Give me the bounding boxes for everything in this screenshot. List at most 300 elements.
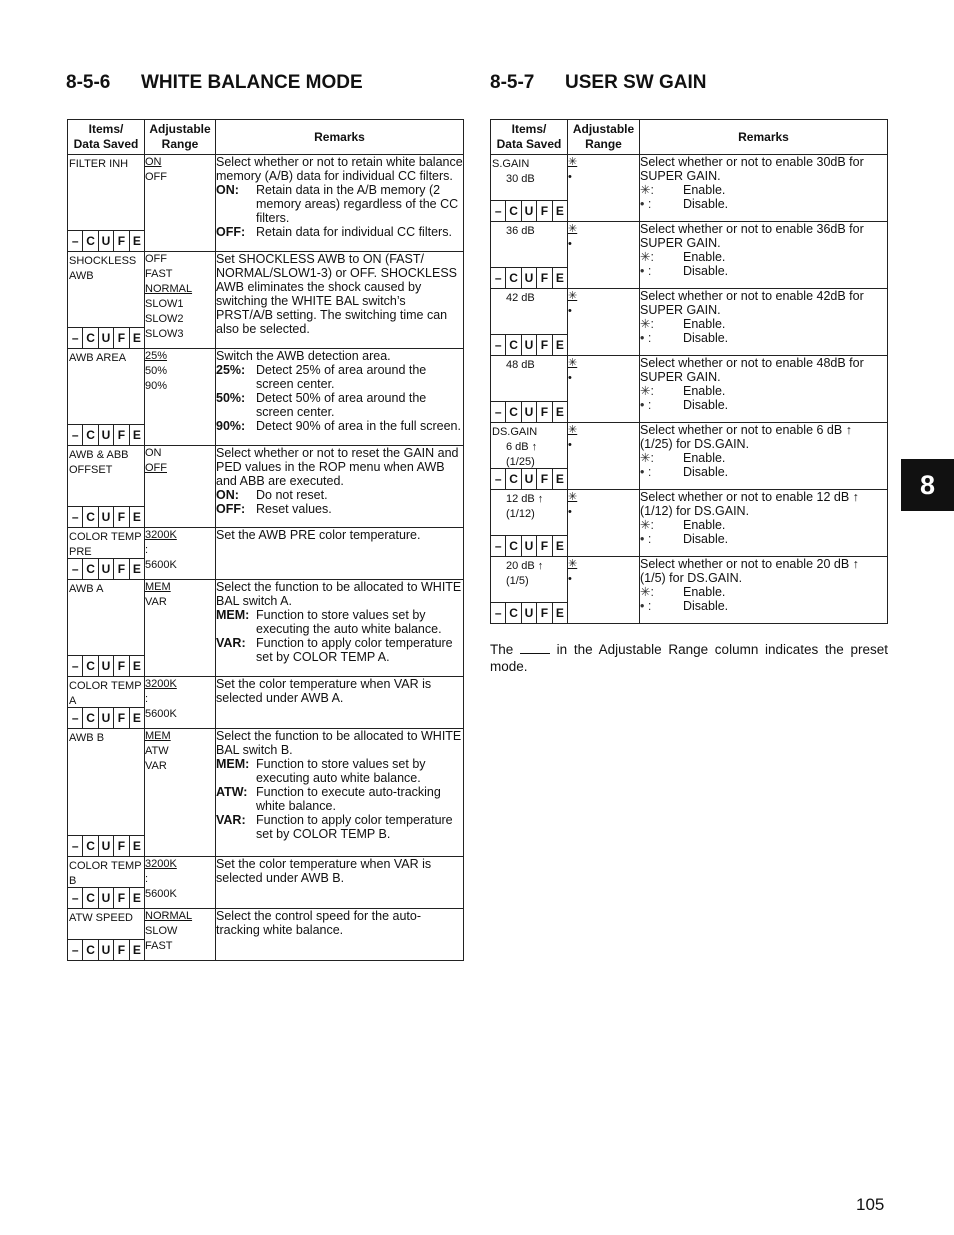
remarks-cell <box>640 155 888 222</box>
remarks-text: Select whether or not to enable 48dB for SUPER GAIN. <box>640 356 864 384</box>
data-saved-flag: E <box>129 328 144 348</box>
item-cell <box>68 528 145 580</box>
range-option-preset: ✳ <box>568 558 578 570</box>
remarks-text: Select the function to be allocated to WHITE BAL switch B. <box>216 729 462 757</box>
data-saved-flag: C <box>82 708 97 728</box>
data-saved-flag: C <box>82 231 97 251</box>
data-saved-flag: E <box>552 201 567 221</box>
remarks-cell <box>216 857 464 909</box>
remarks-option <box>640 599 887 613</box>
remarks-definition <box>216 488 463 502</box>
table-row <box>491 155 888 222</box>
item-cell <box>491 356 568 423</box>
definition-value: Function to store values set by executing auto white balance. <box>256 757 426 785</box>
data-saved-flag: – <box>71 331 79 345</box>
data-saved-flag: F <box>113 708 128 728</box>
data-saved-flag: C <box>505 335 520 355</box>
data-saved-flag: U <box>98 507 113 527</box>
white-balance-table <box>67 119 464 961</box>
remarks-text: Select the function to be allocated to WHITE BAL switch A. <box>216 580 462 608</box>
data-saved-flag: U <box>98 231 113 251</box>
range-option: SLOW2 <box>145 313 184 325</box>
data-saved-flags <box>68 327 144 348</box>
table-row <box>491 222 888 289</box>
data-saved-flag: – <box>71 711 79 725</box>
range-option: • <box>568 573 572 585</box>
range-option: : <box>145 544 149 556</box>
remarks-definition <box>216 363 463 391</box>
option-key: ✳: <box>640 585 654 599</box>
data-saved-flag: U <box>521 536 536 556</box>
remarks-text: Set the color temperature when VAR is selected under AWB A. <box>216 677 432 705</box>
range-option: • <box>568 372 572 384</box>
definition-value: Function to store values set by executing the auto white balance. <box>256 608 442 636</box>
range-option: VAR <box>145 760 167 772</box>
remarks-definition <box>216 813 463 841</box>
item-cell <box>68 155 145 252</box>
range-option: • <box>568 238 572 250</box>
remarks-definition <box>216 391 463 419</box>
option-key: ✳: <box>640 183 654 197</box>
range-option-preset: NORMAL <box>145 283 193 295</box>
table-row <box>68 729 464 857</box>
remarks-option <box>640 451 887 465</box>
remarks-option <box>640 465 887 479</box>
range-option: FAST <box>145 940 173 952</box>
item-cell <box>68 677 145 729</box>
item-name: SHOCKLESS AWB <box>69 255 137 282</box>
item-cell <box>68 909 145 961</box>
adjustable-range <box>568 356 640 423</box>
table-row <box>68 580 464 677</box>
range-option-preset: ✳ <box>568 357 578 369</box>
item-name: AWB AREA <box>69 352 127 364</box>
table-row <box>491 356 888 423</box>
adjustable-range <box>145 677 216 729</box>
remarks-definition <box>216 183 463 225</box>
option-key: • : <box>640 599 652 613</box>
data-saved-flag: F <box>536 536 551 556</box>
item-cell <box>68 729 145 857</box>
data-saved-flags <box>68 655 144 676</box>
data-saved-flag: – <box>494 204 502 218</box>
data-saved-flag: C <box>505 603 520 623</box>
item-name: ATW SPEED <box>69 912 133 924</box>
range-option: VAR <box>145 596 167 608</box>
data-saved-flag: – <box>494 271 502 285</box>
option-value: Enable. <box>683 183 726 197</box>
data-saved-flags <box>68 887 144 908</box>
data-saved-flag: C <box>505 536 520 556</box>
remarks-option <box>640 518 887 532</box>
item-cell <box>491 557 568 624</box>
table-row <box>68 155 464 252</box>
data-saved-flags <box>68 506 144 527</box>
data-saved-flag: E <box>129 507 144 527</box>
data-saved-flags <box>491 535 567 556</box>
table-row <box>68 909 464 961</box>
data-saved-flag: U <box>521 469 536 489</box>
range-option: OFF <box>145 253 167 265</box>
item-cell <box>491 490 568 557</box>
option-key: • : <box>640 532 652 546</box>
data-saved-flags <box>491 267 567 288</box>
item-name: COLOR TEMP PRE <box>69 531 142 558</box>
data-saved-flag: F <box>113 328 128 348</box>
range-option-preset: ✳ <box>568 156 578 168</box>
item-cell <box>68 580 145 677</box>
data-saved-flag: – <box>494 606 502 620</box>
data-saved-flags <box>68 230 144 251</box>
remarks-cell <box>216 446 464 528</box>
data-saved-flag: U <box>521 201 536 221</box>
range-option: FAST <box>145 268 173 280</box>
remarks-cell <box>216 252 464 349</box>
adjustable-range <box>145 349 216 446</box>
item-cell <box>68 349 145 446</box>
remarks-cell <box>640 557 888 624</box>
item-cell <box>68 857 145 909</box>
option-value: Disable. <box>683 331 729 345</box>
item-value: 20 dB ↑ (1/5) <box>506 560 544 587</box>
table-row <box>491 289 888 356</box>
item-name <box>491 423 567 470</box>
header-remarks: Remarks <box>640 120 888 155</box>
range-option: 50% <box>145 365 168 377</box>
definition-key: 25%: <box>216 363 246 377</box>
range-option-preset: 25% <box>145 350 168 362</box>
range-option: ATW <box>145 745 169 757</box>
remarks-option <box>640 197 887 211</box>
header-range: Adjustable Range <box>145 120 216 155</box>
adjustable-range <box>145 909 216 961</box>
remarks-cell <box>640 222 888 289</box>
option-key: • : <box>640 398 652 412</box>
remarks-text: Select the control speed for the auto-tracking white balance. <box>216 909 421 937</box>
data-saved-flags <box>68 835 144 856</box>
remarks-text: Select whether or not to enable 20 dB ↑ (1/5) for DS.GAIN. <box>640 557 859 585</box>
user-sw-gain-table <box>490 119 888 624</box>
option-value: Enable. <box>683 518 726 532</box>
data-saved-flag: U <box>98 940 113 960</box>
range-option-preset: NORMAL <box>145 910 193 922</box>
adjustable-range <box>145 155 216 252</box>
data-saved-flag: U <box>98 836 113 856</box>
data-saved-flag: U <box>98 425 113 445</box>
data-saved-flag: F <box>113 425 128 445</box>
definition-key: OFF: <box>216 502 246 516</box>
remarks-cell <box>216 155 464 252</box>
remarks-cell <box>216 909 464 961</box>
data-saved-flag: U <box>521 268 536 288</box>
data-saved-flag: – <box>494 472 502 486</box>
item-name <box>491 490 567 522</box>
definition-key: MEM: <box>216 757 250 771</box>
data-saved-flags <box>68 707 144 728</box>
item-cell <box>491 222 568 289</box>
option-value: Disable. <box>683 599 729 613</box>
data-saved-flag: E <box>129 836 144 856</box>
option-value: Disable. <box>683 398 729 412</box>
option-value: Disable. <box>683 465 729 479</box>
range-option: 90% <box>145 380 168 392</box>
option-value: Disable. <box>683 532 729 546</box>
data-saved-flag: C <box>82 507 97 527</box>
remarks-option <box>640 384 887 398</box>
adjustable-range <box>568 155 640 222</box>
option-key: • : <box>640 197 652 211</box>
definition-value: Reset values. <box>256 502 332 516</box>
option-value: Enable. <box>683 250 726 264</box>
data-saved-flags <box>491 200 567 221</box>
data-saved-flag: F <box>536 402 551 422</box>
data-saved-flag: E <box>129 425 144 445</box>
data-saved-flag: C <box>82 836 97 856</box>
data-saved-flags <box>491 334 567 355</box>
definition-key: ON: <box>216 488 239 502</box>
data-saved-flag: F <box>536 603 551 623</box>
remarks-cell <box>640 490 888 557</box>
data-saved-flag: U <box>521 402 536 422</box>
section-heading-user-sw-gain: 8-5-7 USER SW GAIN <box>490 72 707 93</box>
range-option-preset: ✳ <box>568 424 578 436</box>
data-saved-flag: U <box>521 335 536 355</box>
option-key: • : <box>640 264 652 278</box>
remarks-definition <box>216 785 463 813</box>
data-saved-flag: E <box>552 335 567 355</box>
data-saved-flag: F <box>113 507 128 527</box>
adjustable-range <box>568 557 640 624</box>
item-name: FILTER INH <box>69 158 129 170</box>
data-saved-flags <box>491 401 567 422</box>
item-name <box>491 222 567 239</box>
header-items: Items/ Data Saved <box>491 120 568 155</box>
data-saved-flag: C <box>82 888 97 908</box>
range-option: : <box>145 873 149 885</box>
data-saved-flag: – <box>71 562 79 576</box>
data-saved-flag: C <box>82 656 97 676</box>
data-saved-flag: E <box>129 888 144 908</box>
item-name: COLOR TEMP B <box>69 860 142 887</box>
item-name: COLOR TEMP A <box>69 680 142 707</box>
option-value: Enable. <box>683 317 726 331</box>
data-saved-flag: C <box>82 559 97 579</box>
adjustable-range <box>568 490 640 557</box>
range-option: SLOW <box>145 925 178 937</box>
remarks-option <box>640 585 887 599</box>
data-saved-flag: E <box>552 402 567 422</box>
item-name <box>491 557 567 589</box>
range-option: : <box>145 693 149 705</box>
definition-value: Detect 90% of area in the full screen. <box>256 419 461 433</box>
data-saved-flag: E <box>552 603 567 623</box>
adjustable-range <box>145 729 216 857</box>
adjustable-range <box>145 857 216 909</box>
range-option-preset: 3200K <box>145 678 177 690</box>
page-number: 105 <box>856 1195 885 1214</box>
option-value: Enable. <box>683 585 726 599</box>
definition-value: Function to execute auto-tracking white balance. <box>256 785 441 813</box>
remarks-option <box>640 264 887 278</box>
data-saved-flag: F <box>536 268 551 288</box>
data-saved-flag: C <box>82 425 97 445</box>
adjustable-range <box>568 423 640 490</box>
remarks-option <box>640 183 887 197</box>
range-option: 5600K <box>145 559 177 571</box>
data-saved-flag: – <box>71 510 79 524</box>
data-saved-flag: E <box>552 268 567 288</box>
header-remarks: Remarks <box>216 120 464 155</box>
table-row <box>68 349 464 446</box>
range-option: SLOW3 <box>145 328 184 340</box>
item-group: DS.GAIN <box>492 426 538 438</box>
data-saved-flag: U <box>98 559 113 579</box>
item-value: 30 dB <box>506 173 535 185</box>
remarks-definition <box>216 608 463 636</box>
item-name: AWB A <box>69 583 104 595</box>
adjustable-range <box>145 252 216 349</box>
remarks-text: Select whether or not to enable 6 dB ↑ (1/25) for DS.GAIN. <box>640 423 852 451</box>
data-saved-flag: – <box>71 891 79 905</box>
definition-key: ATW: <box>216 785 248 799</box>
range-option: ON <box>145 447 162 459</box>
item-cell <box>491 423 568 490</box>
option-value: Disable. <box>683 264 729 278</box>
item-group: S.GAIN <box>492 158 530 170</box>
range-option-preset: 3200K <box>145 858 177 870</box>
option-value: Disable. <box>683 197 729 211</box>
range-option-preset: MEM <box>145 730 171 742</box>
remarks-cell <box>216 729 464 857</box>
remarks-definition <box>216 419 463 433</box>
definition-value: Detect 50% of area around the screen center. <box>256 391 427 419</box>
data-saved-flag: C <box>505 268 520 288</box>
definition-value: Retain data for individual CC filters. <box>256 225 452 239</box>
remarks-text: Set SHOCKLESS AWB to ON (FAST/ NORMAL/SLOW1-3) or OFF. SHOCKLESS AWB eliminates the shock caused by switching the WHITE BAL switch’s PRST/A/B setting. The switching time can also be selected. <box>216 252 458 336</box>
remarks-text: Select whether or not to enable 42dB for SUPER GAIN. <box>640 289 864 317</box>
table-row <box>68 528 464 580</box>
remarks-cell <box>640 289 888 356</box>
underline-blank <box>520 642 550 654</box>
data-saved-flags <box>491 468 567 489</box>
item-name <box>491 155 567 187</box>
range-option: 5600K <box>145 708 177 720</box>
range-option-preset: ✳ <box>568 223 578 235</box>
remarks-cell <box>216 349 464 446</box>
data-saved-flag: E <box>129 559 144 579</box>
range-option: 5600K <box>145 888 177 900</box>
definition-key: VAR: <box>216 813 246 827</box>
table-row <box>491 490 888 557</box>
remarks-text: Select whether or not to enable 12 dB ↑ (1/12) for DS.GAIN. <box>640 490 859 518</box>
item-name <box>491 356 567 373</box>
data-saved-flag: U <box>98 328 113 348</box>
remarks-cell <box>216 528 464 580</box>
data-saved-flag: F <box>536 335 551 355</box>
data-saved-flag: – <box>71 428 79 442</box>
data-saved-flag: – <box>71 234 79 248</box>
data-saved-flag: U <box>98 888 113 908</box>
remarks-option <box>640 250 887 264</box>
item-value: 36 dB <box>506 225 535 237</box>
option-value: Enable. <box>683 384 726 398</box>
data-saved-flag: E <box>552 469 567 489</box>
data-saved-flag: E <box>129 231 144 251</box>
remarks-text: Switch the AWB detection area. <box>216 349 391 363</box>
option-key: • : <box>640 331 652 345</box>
remarks-cell <box>216 580 464 677</box>
item-cell <box>68 446 145 528</box>
header-items: Items/ Data Saved <box>68 120 145 155</box>
data-saved-flag: C <box>505 469 520 489</box>
data-saved-flag: C <box>82 940 97 960</box>
adjustable-range <box>568 222 640 289</box>
data-saved-flag: F <box>536 201 551 221</box>
remarks-option <box>640 532 887 546</box>
table-row <box>491 423 888 490</box>
range-option-preset: OFF <box>145 462 167 474</box>
remarks-text: Select whether or not to enable 30dB for SUPER GAIN. <box>640 155 864 183</box>
remarks-text: Select whether or not to retain white balance memory (A/B) data for individual CC filters. <box>216 155 463 183</box>
definition-value: Retain data in the A/B memory (2 memory areas) regardless of the CC filters. <box>256 183 459 225</box>
item-name: AWB & ABB OFFSET <box>69 449 129 476</box>
option-key: ✳: <box>640 384 654 398</box>
remarks-option <box>640 331 887 345</box>
definition-key: 90%: <box>216 419 246 433</box>
remarks-cell <box>640 423 888 490</box>
table-row <box>68 677 464 729</box>
definition-key: ON: <box>216 183 239 197</box>
item-value: 48 dB <box>506 359 535 371</box>
table-row <box>491 557 888 624</box>
remarks-definition <box>216 225 463 239</box>
item-value: 6 dB ↑ (1/25) <box>506 441 538 468</box>
data-saved-flag: F <box>113 231 128 251</box>
data-saved-flag: – <box>494 539 502 553</box>
data-saved-flag: E <box>552 536 567 556</box>
remarks-text: Select whether or not to reset the GAIN and PED values in the ROP menu when AWB and ABB are executed. <box>216 446 459 488</box>
range-option-preset: ✳ <box>568 491 578 503</box>
adjustable-range <box>145 446 216 528</box>
item-cell <box>68 252 145 349</box>
remarks-cell <box>216 677 464 729</box>
range-option: • <box>568 305 572 317</box>
data-saved-flags <box>68 939 144 960</box>
definition-key: 50%: <box>216 391 246 405</box>
range-option-preset: 3200K <box>145 529 177 541</box>
table-row <box>68 252 464 349</box>
range-option-preset: MEM <box>145 581 171 593</box>
item-name <box>491 289 567 306</box>
adjustable-range <box>145 580 216 677</box>
data-saved-flags <box>68 424 144 445</box>
data-saved-flag: E <box>129 656 144 676</box>
data-saved-flags <box>491 602 567 623</box>
definition-value: Detect 25% of area around the screen center. <box>256 363 427 391</box>
remarks-text: Set the color temperature when VAR is selected under AWB B. <box>216 857 432 885</box>
data-saved-flag: F <box>113 940 128 960</box>
item-name: AWB B <box>69 732 105 744</box>
data-saved-flag: – <box>494 338 502 352</box>
table-row <box>68 446 464 528</box>
data-saved-flag: U <box>98 656 113 676</box>
remarks-definition <box>216 636 463 664</box>
section-heading-white-balance: 8-5-6 WHITE BALANCE MODE <box>66 72 363 93</box>
chapter-tab: 8 <box>901 459 954 511</box>
range-option-preset: ✳ <box>568 290 578 302</box>
option-value: Enable. <box>683 451 726 465</box>
definition-value: Do not reset. <box>256 488 328 502</box>
